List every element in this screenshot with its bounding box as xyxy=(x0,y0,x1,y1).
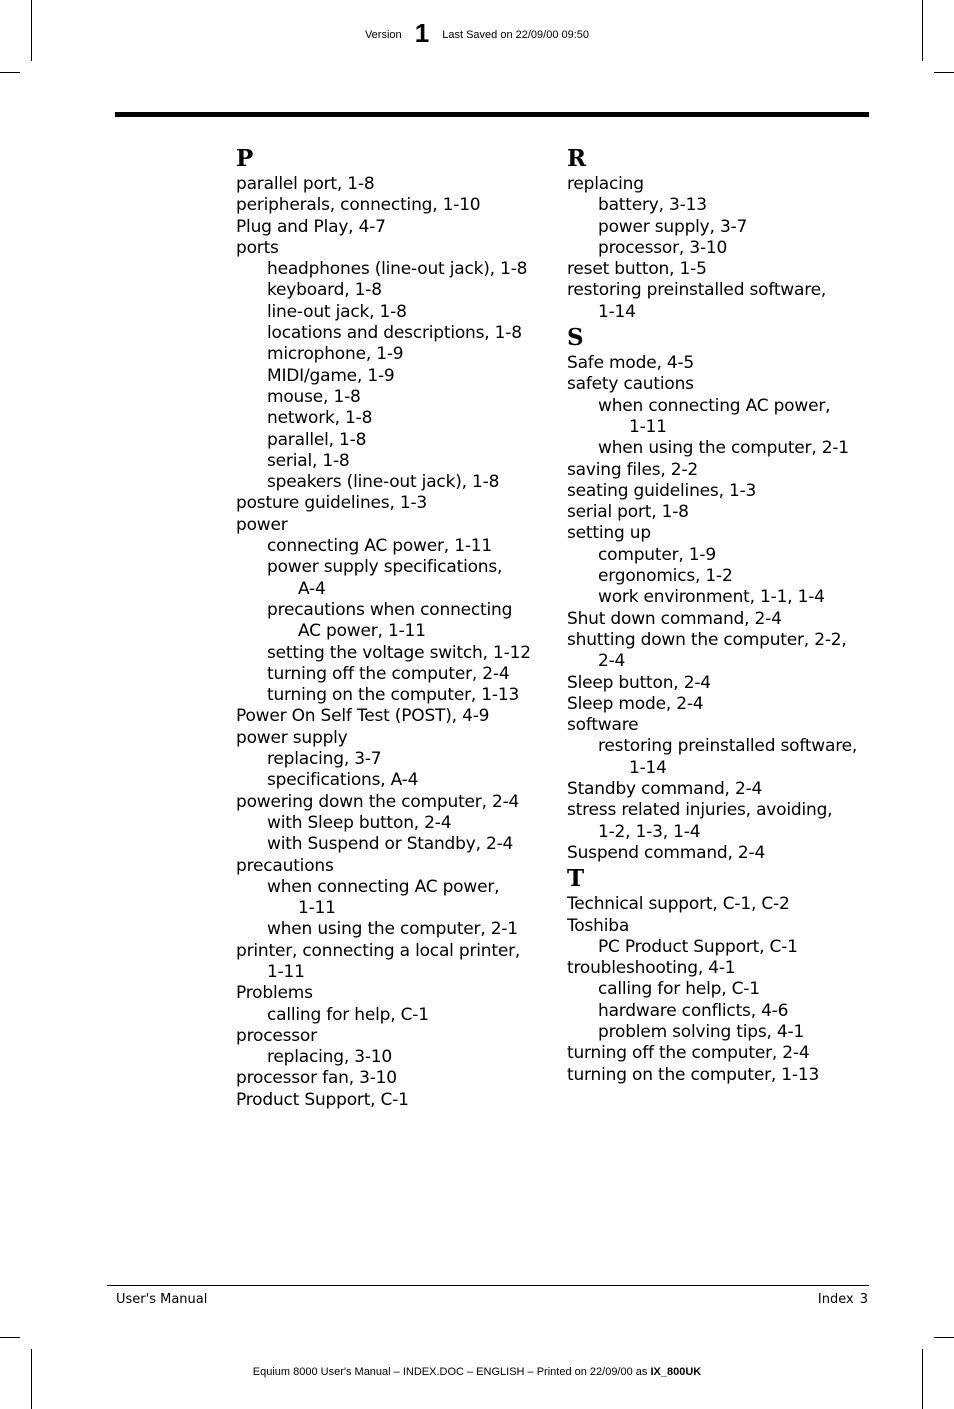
index-entry: turning off the computer, 2-4 xyxy=(567,1043,810,1064)
index-entry: processor fan, 3-10 xyxy=(236,1068,397,1089)
index-subentry: calling for help, C-1 xyxy=(267,1004,429,1025)
index-entry: safety cautions xyxy=(567,374,694,395)
crop-mark xyxy=(922,1349,923,1409)
page-number: 3 xyxy=(859,1292,868,1307)
last-saved: Last Saved on 22/09/00 09:50 xyxy=(442,29,590,41)
index-entry: Product Support, C-1 xyxy=(236,1089,409,1110)
index-subentry: replacing, 3-10 xyxy=(267,1047,393,1068)
index-entry-continuation: 1-2, 1-3, 1-4 xyxy=(598,821,701,842)
index-column-right xyxy=(567,144,877,1086)
index-entry: Standby command, 2-4 xyxy=(567,779,763,800)
index-entry: posture guidelines, 1-3 xyxy=(236,493,428,514)
index-subentry: specifications, A-4 xyxy=(267,770,419,791)
print-info-text: Equium 8000 User's Manual – INDEX.DOC – ENGLISH – Printed on 22/09/00 as xyxy=(252,1366,651,1378)
index-letter: P xyxy=(236,145,254,172)
index-entry-continuation: 1-14 xyxy=(629,757,667,778)
index-letter: R xyxy=(567,145,586,172)
crop-mark xyxy=(934,72,954,73)
index-subentry: battery, 3-13 xyxy=(598,195,707,216)
index-entry-continuation: AC power, 1-11 xyxy=(298,621,426,642)
version-label: Version xyxy=(364,29,402,41)
version-header xyxy=(0,18,954,49)
index-subentry: connecting AC power, 1-11 xyxy=(267,536,492,557)
index-subentry: work environment, 1-1, 1-4 xyxy=(598,587,825,608)
index-subentry: headphones (line-out jack), 1-8 xyxy=(267,259,528,280)
index-entry: Plug and Play, 4-7 xyxy=(236,216,386,237)
index-subentry: turning off the computer, 2-4 xyxy=(267,663,510,684)
index-entry-continuation: 2-4 xyxy=(598,651,626,672)
index-subentry: power supply specifications, xyxy=(267,557,503,578)
index-entry: serial port, 1-8 xyxy=(567,502,689,523)
index-letter: T xyxy=(567,865,584,893)
index-subentry: turning on the computer, 1-13 xyxy=(267,685,520,706)
index-subentry: PC Product Support, C-1 xyxy=(598,936,798,957)
index-subentry: mouse, 1-8 xyxy=(267,386,361,407)
index-subentry: locations and descriptions, 1-8 xyxy=(267,323,522,344)
index-subentry: keyboard, 1-8 xyxy=(267,280,382,301)
index-entry: restoring preinstalled software, xyxy=(567,280,827,301)
index-subentry: speakers (line-out jack), 1-8 xyxy=(267,472,500,493)
index-entry: setting up xyxy=(567,523,651,544)
index-subentry: when using the computer, 2-1 xyxy=(598,438,849,459)
index-entry: Toshiba xyxy=(567,915,630,936)
version-number: 1 xyxy=(414,18,430,48)
index-entry-continuation: 1-11 xyxy=(298,898,336,919)
index-entry: replacing xyxy=(567,174,644,194)
index-entry: turning on the computer, 1-13 xyxy=(567,1064,820,1085)
index-entry: processor xyxy=(236,1025,317,1046)
index-entry: Sleep button, 2-4 xyxy=(567,672,711,693)
index-subentry: network, 1-8 xyxy=(267,408,373,429)
index-entry-continuation: 1-11 xyxy=(629,416,667,437)
index-entry: Problems xyxy=(236,983,313,1004)
crop-mark xyxy=(0,72,20,73)
index-entry: ports xyxy=(236,237,279,258)
index-entry: software xyxy=(567,715,639,736)
footer-section: Index xyxy=(817,1292,854,1307)
index-entry: reset button, 1-5 xyxy=(567,259,707,280)
index-subentry: computer, 1-9 xyxy=(598,544,716,565)
index-subentry: with Sleep button, 2-4 xyxy=(267,812,452,833)
index-subentry: when connecting AC power, xyxy=(598,395,831,416)
index-entry-continuation: 1-11 xyxy=(267,961,305,982)
index-subentry: ergonomics, 1-2 xyxy=(598,566,733,587)
index-subentry: calling for help, C-1 xyxy=(598,979,760,1000)
index-subentry: hardware conflicts, 4-6 xyxy=(598,1000,789,1021)
index-entry: power supply xyxy=(236,727,348,748)
index-subentry: replacing, 3-7 xyxy=(267,749,382,770)
crop-mark xyxy=(0,1337,20,1338)
index-entry: Sleep mode, 2-4 xyxy=(567,693,704,714)
index-entry: precautions xyxy=(236,855,334,876)
index-subentry: processor, 3-10 xyxy=(598,237,728,258)
bottom-rule xyxy=(107,1285,869,1286)
index-subentry: setting the voltage switch, 1-12 xyxy=(267,642,531,663)
index-entry-continuation: A-4 xyxy=(298,578,326,599)
print-info xyxy=(0,1366,954,1378)
index-entry: shutting down the computer, 2-2, xyxy=(567,629,847,650)
index-subentry: serial, 1-8 xyxy=(267,450,350,471)
index-subentry: precautions when connecting xyxy=(267,599,513,620)
index-subentry: power supply, 3-7 xyxy=(598,216,748,237)
index-entry: stress related injuries, avoiding, xyxy=(567,800,833,821)
index-entry: Shut down command, 2-4 xyxy=(567,608,782,629)
index-subentry: when using the computer, 2-1 xyxy=(267,919,518,940)
index-subentry: when connecting AC power, xyxy=(267,876,500,897)
index-entry: peripherals, connecting, 1-10 xyxy=(236,195,481,216)
index-subentry: problem solving tips, 4-1 xyxy=(598,1021,805,1042)
index-entry: seating guidelines, 1-3 xyxy=(567,480,757,501)
index-entry: Suspend command, 2-4 xyxy=(567,842,766,863)
top-rule xyxy=(115,112,869,117)
index-subentry: microphone, 1-9 xyxy=(267,344,404,365)
index-subentry: line-out jack, 1-8 xyxy=(267,301,407,322)
index-entry: Safe mode, 4-5 xyxy=(567,353,695,374)
index-letter: S xyxy=(567,324,584,352)
index-entry-continuation: 1-14 xyxy=(598,301,636,322)
index-entry: power xyxy=(236,514,288,535)
index-entry: troubleshooting, 4-1 xyxy=(567,958,736,979)
crop-mark xyxy=(31,1349,32,1409)
print-code: IX_800UK xyxy=(650,1366,702,1378)
index-subentry: parallel, 1-8 xyxy=(267,429,367,450)
index-subentry: restoring preinstalled software, xyxy=(598,736,858,757)
index-entry: Power On Self Test (POST), 4-9 xyxy=(236,706,490,727)
index-entry: parallel port, 1-8 xyxy=(236,174,375,194)
index-entry: Technical support, C-1, C-2 xyxy=(567,894,790,915)
index-subentry: with Suspend or Standby, 2-4 xyxy=(267,834,514,855)
footer-page xyxy=(818,1292,868,1307)
index-column-left xyxy=(236,144,556,1111)
crop-mark xyxy=(934,1337,954,1338)
index-subentry: MIDI/game, 1-9 xyxy=(267,365,395,386)
index-entry: powering down the computer, 2-4 xyxy=(236,791,520,812)
index-entry: saving files, 2-2 xyxy=(567,459,698,480)
index-entry: printer, connecting a local printer, xyxy=(236,940,521,961)
footer-manual-title: User's Manual xyxy=(116,1292,208,1307)
